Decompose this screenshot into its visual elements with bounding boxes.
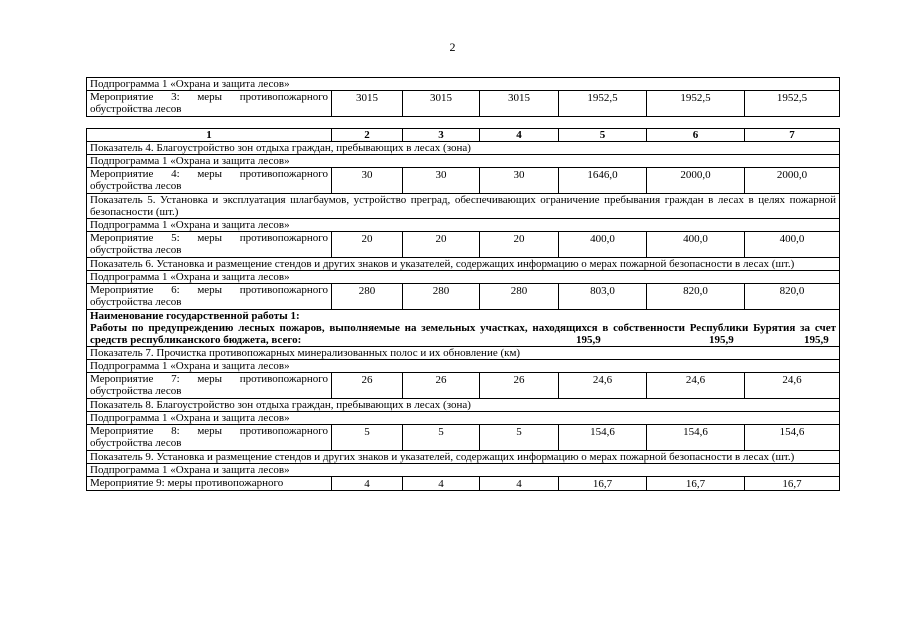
value-cell: 26 <box>403 373 480 399</box>
value-cell: 26 <box>480 373 559 399</box>
subprogram-row <box>87 412 840 425</box>
value-cell: 5 <box>403 425 480 451</box>
state-work-cell <box>87 310 840 347</box>
value-cell: 280 <box>403 284 480 310</box>
main-table <box>86 128 840 491</box>
value-cell: 1952,5 <box>559 91 647 117</box>
subprogram-cell: Подпрограмма 1 «Охрана и защита лесов» <box>87 271 840 284</box>
event-row <box>87 477 840 491</box>
event-label: Мероприятие 5: меры противопожарного обустройства лесов <box>87 232 332 258</box>
value-cell: 280 <box>480 284 559 310</box>
value-cell: 400,0 <box>647 232 745 258</box>
subprogram-row <box>87 464 840 477</box>
column-number: 6 <box>647 129 745 142</box>
column-number: 2 <box>332 129 403 142</box>
subprogram-row <box>87 271 840 284</box>
indicator-cell: Показатель 6. Установка и размещение стендов и других знаков и указателей, содержащих информацию о мерах пожарной безопасности в лесах (шт.) <box>87 258 840 271</box>
indicator-row <box>87 399 840 412</box>
indicator-row <box>87 347 840 360</box>
state-work-total: 195,9 <box>804 334 829 346</box>
value-cell: 400,0 <box>745 232 840 258</box>
indicator-cell: Показатель 9. Установка и размещение стендов и других знаков и указателей, содержащих информацию о мерах пожарной безопасности в лесах (шт.) <box>87 451 840 464</box>
value-cell: 4 <box>480 477 559 491</box>
column-number: 4 <box>480 129 559 142</box>
subprogram-row <box>87 360 840 373</box>
value-cell: 4 <box>403 477 480 491</box>
value-cell: 16,7 <box>745 477 840 491</box>
value-cell: 3015 <box>403 91 480 117</box>
value-cell: 24,6 <box>647 373 745 399</box>
value-cell: 26 <box>332 373 403 399</box>
event-row <box>87 284 840 310</box>
value-cell: 24,6 <box>745 373 840 399</box>
top-table <box>86 77 840 117</box>
value-cell: 1952,5 <box>745 91 840 117</box>
indicator-cell: Показатель 4. Благоустройство зон отдыха граждан, пребывающих в лесах (зона) <box>87 142 840 155</box>
value-cell: 154,6 <box>559 425 647 451</box>
indicator-row <box>87 258 840 271</box>
event-label: Мероприятие 6: меры противопожарного обустройства лесов <box>87 284 332 310</box>
state-work-row <box>87 310 840 347</box>
value-cell: 3015 <box>332 91 403 117</box>
event-row <box>87 168 840 194</box>
indicator-row <box>87 142 840 155</box>
value-cell: 3015 <box>480 91 559 117</box>
column-number: 1 <box>87 129 332 142</box>
value-cell: 30 <box>332 168 403 194</box>
value-cell: 5 <box>480 425 559 451</box>
state-work-text: Работы по предупреждению лесных пожаров, выполняемые на земельных участках, находящихся в собственности Республики Бурятия за счет средств республиканского бюджета, всего: <box>90 322 836 346</box>
value-cell: 280 <box>332 284 403 310</box>
value-cell: 30 <box>480 168 559 194</box>
subprogram-cell: Подпрограмма 1 «Охрана и защита лесов» <box>87 155 840 168</box>
subprogram-cell: Подпрограмма 1 «Охрана и защита лесов» <box>87 412 840 425</box>
value-cell: 820,0 <box>647 284 745 310</box>
subprogram-row <box>87 155 840 168</box>
value-cell: 16,7 <box>647 477 745 491</box>
subprogram-row <box>87 219 840 232</box>
value-cell: 2000,0 <box>745 168 840 194</box>
event-row <box>87 425 840 451</box>
subprogram-cell: Подпрограмма 1 «Охрана и защита лесов» <box>87 78 840 91</box>
indicator-row <box>87 451 840 464</box>
column-number: 5 <box>559 129 647 142</box>
event-label: Мероприятие 3: меры противопожарного обустройства лесов <box>87 91 332 117</box>
state-work-total: 195,9 <box>709 334 734 346</box>
value-cell: 20 <box>403 232 480 258</box>
event-label: Мероприятие 8: меры противопожарного обустройства лесов <box>87 425 332 451</box>
event-label: Мероприятие 4: меры противопожарного обустройства лесов <box>87 168 332 194</box>
column-number-row <box>87 129 840 142</box>
value-cell: 4 <box>332 477 403 491</box>
value-cell: 154,6 <box>647 425 745 451</box>
event-row <box>87 91 840 117</box>
subprogram-cell: Подпрограмма 1 «Охрана и защита лесов» <box>87 219 840 232</box>
value-cell: 1646,0 <box>559 168 647 194</box>
event-row <box>87 232 840 258</box>
column-number: 7 <box>745 129 840 142</box>
value-cell: 20 <box>480 232 559 258</box>
event-label: Мероприятие 7: меры противопожарного обустройства лесов <box>87 373 332 399</box>
value-cell: 400,0 <box>559 232 647 258</box>
subprogram-cell: Подпрограмма 1 «Охрана и защита лесов» <box>87 464 840 477</box>
page-number: 2 <box>449 40 456 54</box>
indicator-cell: Показатель 5. Установка и эксплуатация шлагбаумов, устройство преград, обеспечивающих ограничение пребывания граждан в лесах в целях пожарной безопасности (шт.) <box>87 194 840 219</box>
value-cell: 30 <box>403 168 480 194</box>
event-label: Мероприятие 9: меры противопожарного <box>87 477 332 491</box>
value-cell: 20 <box>332 232 403 258</box>
state-work-total: 195,9 <box>576 334 601 346</box>
indicator-cell: Показатель 8. Благоустройство зон отдыха граждан, пребывающих в лесах (зона) <box>87 399 840 412</box>
subprogram-cell: Подпрограмма 1 «Охрана и защита лесов» <box>87 360 840 373</box>
value-cell: 820,0 <box>745 284 840 310</box>
subprogram-row <box>87 78 840 91</box>
value-cell: 803,0 <box>559 284 647 310</box>
value-cell: 1952,5 <box>647 91 745 117</box>
value-cell: 24,6 <box>559 373 647 399</box>
value-cell: 16,7 <box>559 477 647 491</box>
indicator-row <box>87 194 840 219</box>
column-number: 3 <box>403 129 480 142</box>
indicator-cell: Показатель 7. Прочистка противопожарных минерализованных полос и их обновление (км) <box>87 347 840 360</box>
state-work-title: Наименование государственной работы 1: <box>90 310 300 322</box>
value-cell: 5 <box>332 425 403 451</box>
value-cell: 2000,0 <box>647 168 745 194</box>
value-cell: 154,6 <box>745 425 840 451</box>
event-row <box>87 373 840 399</box>
